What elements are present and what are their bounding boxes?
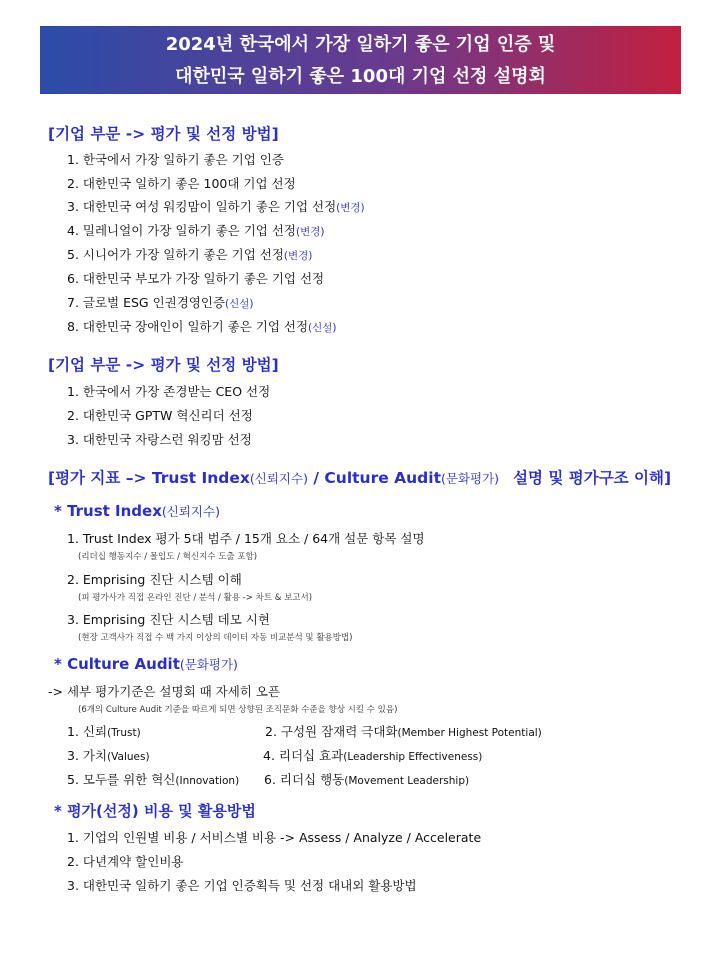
cost-item: 1. 기업의 인원별 비용 / 서비스별 비용 -> Assess / Analyze / Accelerate [67,830,482,845]
trust-item-sub: (피 평가사가 직접 온라인 진단 / 분석 / 활용 -> 차트 & 보고서) [78,593,313,603]
culture-item: 1. 신뢰(Trust) [67,724,141,739]
section1-item: 8. 대한민국 장애인이 일하기 좋은 기업 선정(신설) [67,319,337,334]
section1-item: 7. 글로벌 ESG 인권경영인증(신설) [67,295,254,310]
culture-audit-title: * Culture Audit(문화평가) [54,655,238,673]
trust-item: 1. Trust Index 평가 5대 범주 / 15개 요소 / 64개 설문 항목 설명 [67,531,425,546]
section1-item: 3. 대한민국 여성 워킹맘이 일하기 좋은 기업 선정(변경) [67,199,365,214]
cost-item: 2. 다년계약 할인비용 [67,854,184,869]
section2-item: 3. 대한민국 자랑스런 워킹맘 선정 [67,432,252,447]
culture-item: 3. 가치(Values) [67,748,150,763]
trust-item: 3. Emprising 진단 시스템 데모 시현 [67,612,270,627]
section2-heading: [기업 부문 -> 평가 및 선정 방법] [48,356,279,374]
trust-item-sub: (리더십 행동지수 / 몰입도 / 혁신지수 도출 포함) [78,552,258,562]
section1-item: 4. 밀레니얼이 가장 일하기 좋은 기업 선정(변경) [67,223,325,238]
trust-item-sub: (현장 고객사가 직접 수 백 가지 이상의 데이터 자동 비교분석 및 활용방법) [78,633,353,643]
culture-intro: -> 세부 평가기준은 설명회 때 자세히 오픈 [48,684,281,699]
section2-item: 1. 한국에서 가장 존경받는 CEO 선정 [67,384,271,399]
trust-index-title: * Trust Index(신뢰지수) [54,502,220,520]
section1-heading: [기업 부문 -> 평가 및 선정 방법] [48,125,279,143]
trust-item: 2. Emprising 진단 시스템 이해 [67,572,242,587]
section1-item: 1. 한국에서 가장 일하기 좋은 기업 인증 [67,152,284,167]
section1-item: 2. 대한민국 일하기 좋은 100대 기업 선정 [67,176,296,191]
section2-item: 2. 대한민국 GPTW 혁신리더 선정 [67,408,253,423]
culture-item: 4. 리더십 효과(Leadership Effectiveness) [263,748,483,763]
cost-title: * 평가(선정) 비용 및 활용방법 [54,802,256,820]
banner-title-line-2: 대한민국 일하기 좋은 100대 기업 선정 설명회 [175,66,546,87]
culture-item: 6. 리더십 행동(Movement Leadership) [264,772,470,787]
culture-item: 5. 모두를 위한 혁신(Innovation) [67,772,240,787]
section1-item: 5. 시니어가 가장 일하기 좋은 기업 선정(변경) [67,247,313,262]
section1-item: 6. 대한민국 부모가 가장 일하기 좋은 기업 선정 [67,271,325,286]
banner-title-line-1: 2024년 한국에서 가장 일하기 좋은 기업 인증 및 [165,34,556,55]
culture-item: 2. 구성원 잠재력 극대화(Member Highest Potential) [265,724,542,739]
cost-item: 3. 대한민국 일하기 좋은 기업 인증획득 및 선정 대내외 활용방법 [67,878,417,893]
title-banner [40,26,681,94]
culture-intro-sub: (6개의 Culture Audit 기준을 따르게 되면 상향된 조직문화 수준을 향상 시킬 수 있음) [78,705,398,715]
section3-heading: [평가 지표 –> Trust Index(신뢰지수) / Culture Audit(문화평가) 설명 및 평가구조 이해] [48,469,672,487]
